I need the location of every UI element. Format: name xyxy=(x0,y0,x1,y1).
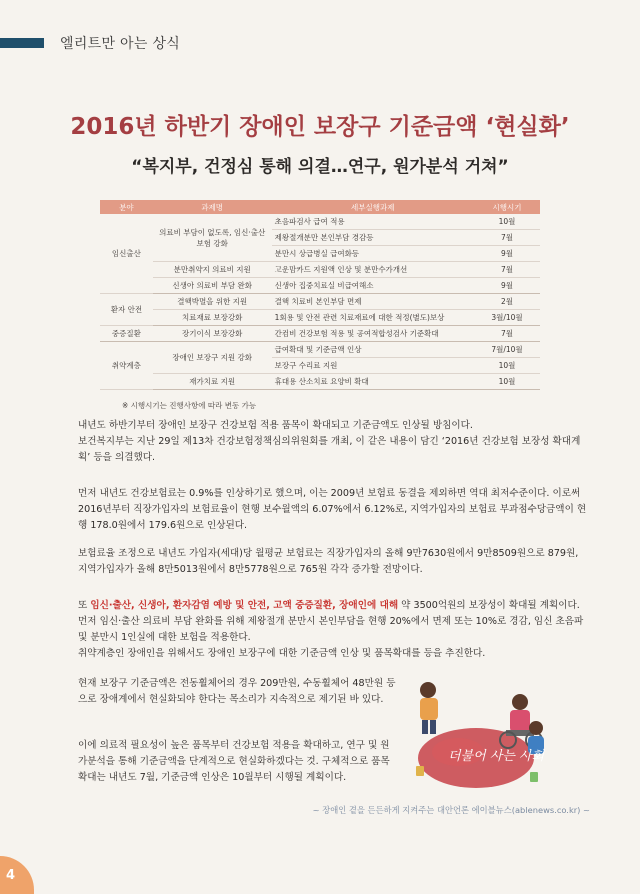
source-caption: ~ 장애인 곁을 든든하게 지켜주는 대안언론 에이블뉴스(ablenews.co.kr) ~ xyxy=(312,805,590,815)
paragraph-text xyxy=(78,598,588,646)
paragraph-text: 보험료율 조정으로 내년도 가입자(세대)당 월평균 보험료는 직장가입자의 올해 9만7630원에서 9만8509원으로 879원, 지역가입자가 올해 8만5013원에서 8만5778원으로 765원 각각 증가할 전망이다. xyxy=(78,548,579,575)
table-cell-date: 9월 xyxy=(474,246,540,262)
paragraph-text: 현재 보장구 기준금액은 전동휠체어의 경우 209만원, 수동휠체어 48만원 등으로 장애계에서 현실화되야 한다는 목소리가 지속적으로 제기된 바 있다. xyxy=(78,678,396,705)
page-number: 4 xyxy=(6,868,16,883)
table-cell-date: 2월 xyxy=(474,294,540,310)
table-row xyxy=(100,326,540,342)
table-header-cell: 시행시기 xyxy=(474,200,540,214)
table-cell-date: 10월 xyxy=(474,374,540,390)
table-cell-task: 분만취약지 의료비 지원 xyxy=(153,262,272,278)
table-cell-date: 10월 xyxy=(474,358,540,374)
paragraph-monthly-premium xyxy=(78,546,588,578)
illustration-people-painting xyxy=(398,670,558,798)
text-run: 또 xyxy=(78,600,91,611)
policy-table xyxy=(100,200,540,390)
table-cell-task: 재가치료 지원 xyxy=(153,374,272,390)
table-cell-task: 결핵박멸을 위한 지원 xyxy=(153,294,272,310)
table-cell-detail: 휴대용 산소치료 요양비 확대 xyxy=(272,374,474,390)
table-cell-detail: 결핵 치료비 본인부담 면제 xyxy=(272,294,474,310)
table-footnote: ※ 시행시기는 진행사항에 따라 변동 가능 xyxy=(122,401,257,410)
table-cell-detail: 신생아 집중치료실 비급여해소 xyxy=(272,278,474,294)
table-cell-task: 장애인 보장구 지원 강화 xyxy=(153,342,272,374)
paragraph-intro xyxy=(78,418,588,466)
table-cell-task: 의료비 부담이 없도록, 임신·출산 보험 강화 xyxy=(153,214,272,262)
paragraph-text: 취약계층인 장애인을 위해서도 장애인 보장구에 대한 기준금액 인상 및 품목확대를 등을 추진한다. xyxy=(78,648,486,659)
paragraph-text: 보건복지부는 지난 29일 제13차 건강보험정책심의위원회를 개최, 이 같은 내용이 담긴 ‘2016년 건강보험 보장성 확대계획’ 등을 의결했다. xyxy=(78,436,581,463)
table-cell-task: 치료재료 보장강화 xyxy=(153,310,272,326)
paragraph-premium xyxy=(78,486,588,534)
table-cell-detail: 간컴비 건강보험 적용 및 공여적합성검사 기준확대 xyxy=(272,326,474,342)
table-row xyxy=(100,294,540,310)
table-cell-date: 9월 xyxy=(474,278,540,294)
paragraph-plan xyxy=(78,738,398,786)
illustration-text: 더불어 사는 사회 xyxy=(448,749,545,764)
table-row xyxy=(100,342,540,358)
paragraph-text: 먼저 내년도 건강보험료는 0.9%를 인상하기로 했으며, 이는 2009년 보험료 동결을 제외하면 역대 최저수준이다. 이로써 2016년부터 직장가입자의 보험료율이 현행 보수월액의 6.07%에서 6.12%로, 지역가입자의 보험료 부과점수당금액이 현행 178.0원에서 179.6원으로 인상된다. xyxy=(78,488,587,531)
table-cell-detail: 분만시 상급병실 급여화등 xyxy=(272,246,474,262)
table-cell-category: 임신출산 xyxy=(100,214,153,294)
article-title: 2016년 하반기 장애인 보장구 기준금액 ‘현실화’ xyxy=(70,114,570,140)
table-cell-category: 환자 안전 xyxy=(100,294,153,326)
article-subtitle: “복지부, 건정심 통해 의결…연구, 원가분석 거쳐” xyxy=(131,157,509,177)
table-header-cell: 과제명 xyxy=(153,200,272,214)
table-cell-detail: 고운맘카드 지원액 인상 및 분만수가개선 xyxy=(272,262,474,278)
paragraph-current-amount xyxy=(78,676,398,708)
table-cell-date: 7월 xyxy=(474,326,540,342)
paragraph-text: 내년도 하반기부터 장애인 보장구 건강보험 적용 품목이 확대되고 기준금액도 인상될 방침이다. xyxy=(78,420,473,431)
table-row xyxy=(100,262,540,278)
table-cell-date: 7월 xyxy=(474,262,540,278)
table-row xyxy=(100,278,540,294)
table-header-row xyxy=(100,200,540,214)
table-cell-detail: 1회용 및 안전 관련 치료재료에 대한 적정(별도)보상 xyxy=(272,310,474,326)
table-cell-detail: 급여확대 및 기준금액 인상 xyxy=(272,342,474,358)
table-row xyxy=(100,310,540,326)
paragraph-text: 이에 의료적 필요성이 높은 품목부터 건강보험 적용을 확대하고, 연구 및 원가분석을 통해 기준금액을 단계적으로 현실화하겠다는 것. 구체적으로 품목 확대는 내년도 7월, 기준금액 인상은 10월부터 시행될 계획이다. xyxy=(78,740,390,783)
table-cell-category: 중증질환 xyxy=(100,326,153,342)
table-cell-date: 10월 xyxy=(474,214,540,230)
text-run: 약 3500억원의 보장성이 확대될 계획이다. 먼저 임신·출산 의료비 부담 완화를 위해 제왕절개 분만시 본인부담을 현행 20%에서 면제 또는 10%로 경감, 임신 초음파 및 분만시 1인실에 대한 보험을 적용한다. xyxy=(78,600,584,643)
section-header: 엘리트만 아는 상식 xyxy=(60,36,181,52)
table-cell-task: 장기이식 보장강화 xyxy=(153,326,272,342)
table-row xyxy=(100,374,540,390)
table-header-cell: 분야 xyxy=(100,200,153,214)
table-cell-date: 3월/10월 xyxy=(474,310,540,326)
table-cell-date: 7월/10월 xyxy=(474,342,540,358)
table-header-cell: 세부실행과제 xyxy=(272,200,474,214)
table-cell-category: 취약계층 xyxy=(100,342,153,390)
table-row xyxy=(100,214,540,230)
highlighted-text: 임신·출산, 신생아, 환자감염 예방 및 안전, 고액 중증질환, 장애인에 대해 xyxy=(90,600,399,611)
page-number-tab xyxy=(0,856,34,894)
table-cell-detail: 초음파검사 급여 적용 xyxy=(272,214,474,230)
table-cell-task: 신생아 의료비 부담 완화 xyxy=(153,278,272,294)
table-cell-date: 7월 xyxy=(474,230,540,246)
table-cell-detail: 제왕절개분만 본인부담 경감등 xyxy=(272,230,474,246)
paragraph-coverage xyxy=(78,598,588,662)
table-cell-detail: 보장구 수리료 지원 xyxy=(272,358,474,374)
section-header-bar xyxy=(0,38,44,48)
